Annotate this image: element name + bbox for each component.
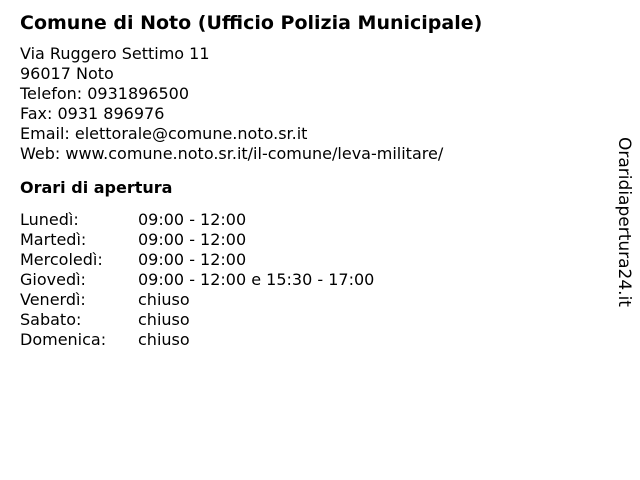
contact-info <box>20 44 600 164</box>
hours-row-tuesday <box>20 230 600 250</box>
day-label: Lunedì: <box>20 210 79 229</box>
hours-row-thursday <box>20 270 600 290</box>
time-value: 09:00 - 12:00 <box>138 210 247 229</box>
day-label: Venerdì: <box>20 290 86 309</box>
email-address: Email: elettorale@comune.noto.sr.it <box>20 124 308 143</box>
hours-row-saturday <box>20 310 600 330</box>
site-watermark: Oraridiapertura24.it <box>614 137 634 307</box>
hours-row-sunday <box>20 330 600 350</box>
day-label: Mercoledì: <box>20 250 103 269</box>
office-title: Comune di Noto (Ufficio Polizia Municipale) <box>20 12 483 34</box>
time-value: chiuso <box>138 290 190 309</box>
street-address: Via Ruggero Settimo 11 <box>20 44 210 63</box>
fax-number: Fax: 0931 896976 <box>20 104 165 123</box>
day-label: Domenica: <box>20 330 107 349</box>
website-url: Web: www.comune.noto.sr.it/il-comune/leva-militare/ <box>20 144 444 163</box>
hours-row-monday <box>20 210 600 230</box>
time-value: chiuso <box>138 330 190 349</box>
opening-hours-list <box>20 210 600 350</box>
day-label: Giovedì: <box>20 270 86 289</box>
day-label: Martedì: <box>20 230 87 249</box>
hours-row-wednesday <box>20 250 600 270</box>
hours-row-friday <box>20 290 600 310</box>
time-value: 09:00 - 12:00 <box>138 250 247 269</box>
time-value: 09:00 - 12:00 <box>138 230 247 249</box>
opening-hours-heading: Orari di apertura <box>20 178 173 197</box>
time-value: 09:00 - 12:00 e 15:30 - 17:00 <box>138 270 375 289</box>
day-label: Sabato: <box>20 310 82 329</box>
phone-number: Telefon: 0931896500 <box>20 84 190 103</box>
time-value: chiuso <box>138 310 190 329</box>
postal-city: 96017 Noto <box>20 64 114 83</box>
office-card <box>20 10 600 350</box>
